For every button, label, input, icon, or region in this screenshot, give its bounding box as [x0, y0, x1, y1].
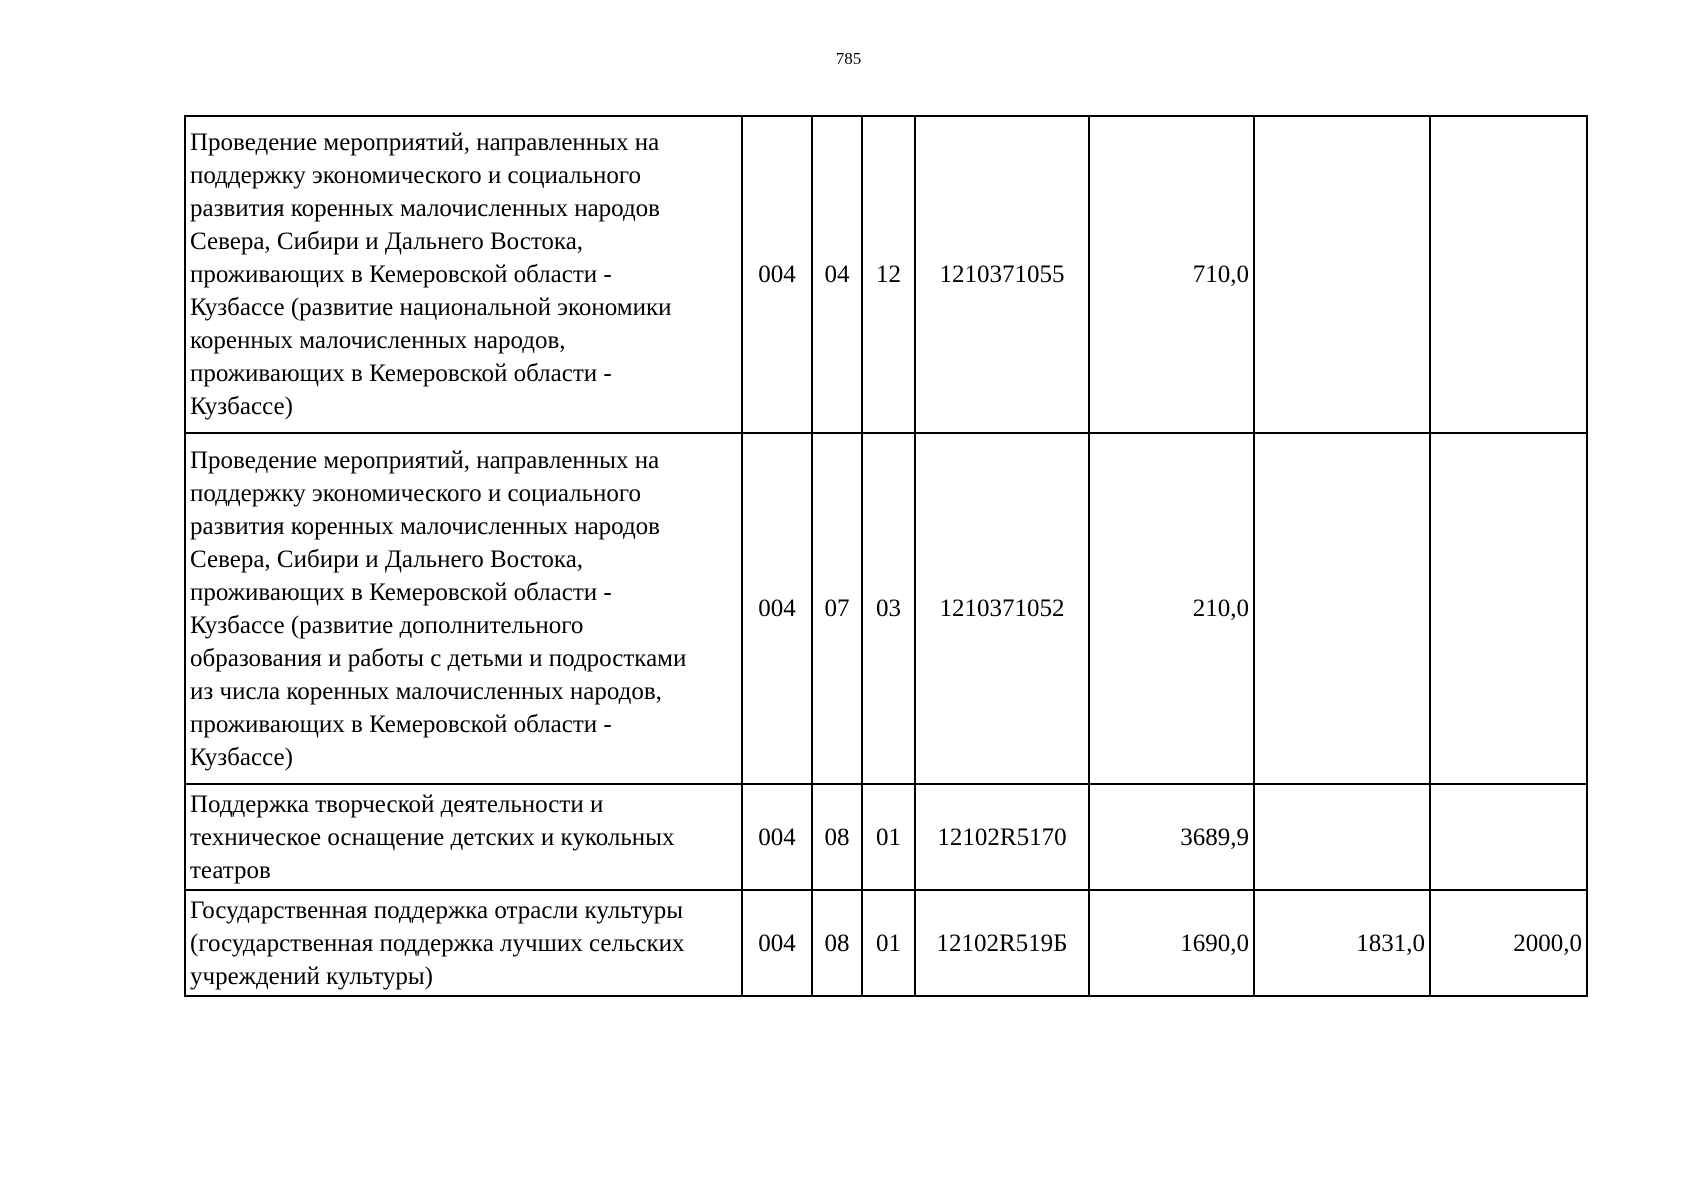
target-article-code: 12102R519Б — [915, 890, 1089, 996]
section-code: 08 — [812, 890, 862, 996]
amount-year-1: 210,0 — [1089, 433, 1254, 784]
amount-year-2 — [1254, 784, 1430, 890]
table-row — [185, 890, 1587, 996]
target-article-code: 12102R5170 — [915, 784, 1089, 890]
table-row — [185, 116, 1587, 433]
ministry-code: 004 — [742, 784, 812, 890]
subsection-code: 01 — [862, 784, 915, 890]
amount-year-2: 1831,0 — [1254, 890, 1430, 996]
subsection-code: 12 — [862, 116, 915, 433]
target-article-code: 1210371055 — [915, 116, 1089, 433]
budget-table — [184, 115, 1588, 997]
amount-year-2 — [1254, 433, 1430, 784]
ministry-code: 004 — [742, 890, 812, 996]
subsection-code: 01 — [862, 890, 915, 996]
page-number: 785 — [835, 49, 862, 68]
amount-year-1: 710,0 — [1089, 116, 1254, 433]
row-description: Государственная поддержка отрасли культуры (государственная поддержка лучших сельских учреждений культуры) — [185, 890, 742, 996]
target-article-code: 1210371052 — [915, 433, 1089, 784]
section-code: 08 — [812, 784, 862, 890]
section-code: 07 — [812, 433, 862, 784]
section-code: 04 — [812, 116, 862, 433]
amount-year-1: 3689,9 — [1089, 784, 1254, 890]
amount-year-3 — [1430, 784, 1587, 890]
subsection-code: 03 — [862, 433, 915, 784]
amount-year-3: 2000,0 — [1430, 890, 1587, 996]
amount-year-3 — [1430, 116, 1587, 433]
row-description: Проведение мероприятий, направленных на поддержку экономического и социального развития коренных малочисленных народов Севера, Сибири и Дальнего Востока, проживающих в Кемеровской области - Кузбассе (развитие дополнительного образования и работы с детьми и подростками из числа коренных малочисленных народов, проживающих в Кемеровской области - Кузбассе) — [185, 433, 742, 784]
row-description: Проведение мероприятий, направленных на поддержку экономического и социального развития коренных малочисленных народов Севера, Сибири и Дальнего Востока, проживающих в Кемеровской области - Кузбассе (развитие национальной экономики коренных малочисленных народов, проживающих в Кемеровской области - Кузбассе) — [185, 116, 742, 433]
ministry-code: 004 — [742, 433, 812, 784]
ministry-code: 004 — [742, 116, 812, 433]
amount-year-1: 1690,0 — [1089, 890, 1254, 996]
amount-year-3 — [1430, 433, 1587, 784]
table-row — [185, 433, 1587, 784]
table-row — [185, 784, 1587, 890]
row-description: Поддержка творческой деятельности и техническое оснащение детских и кукольных театров — [185, 784, 742, 890]
amount-year-2 — [1254, 116, 1430, 433]
